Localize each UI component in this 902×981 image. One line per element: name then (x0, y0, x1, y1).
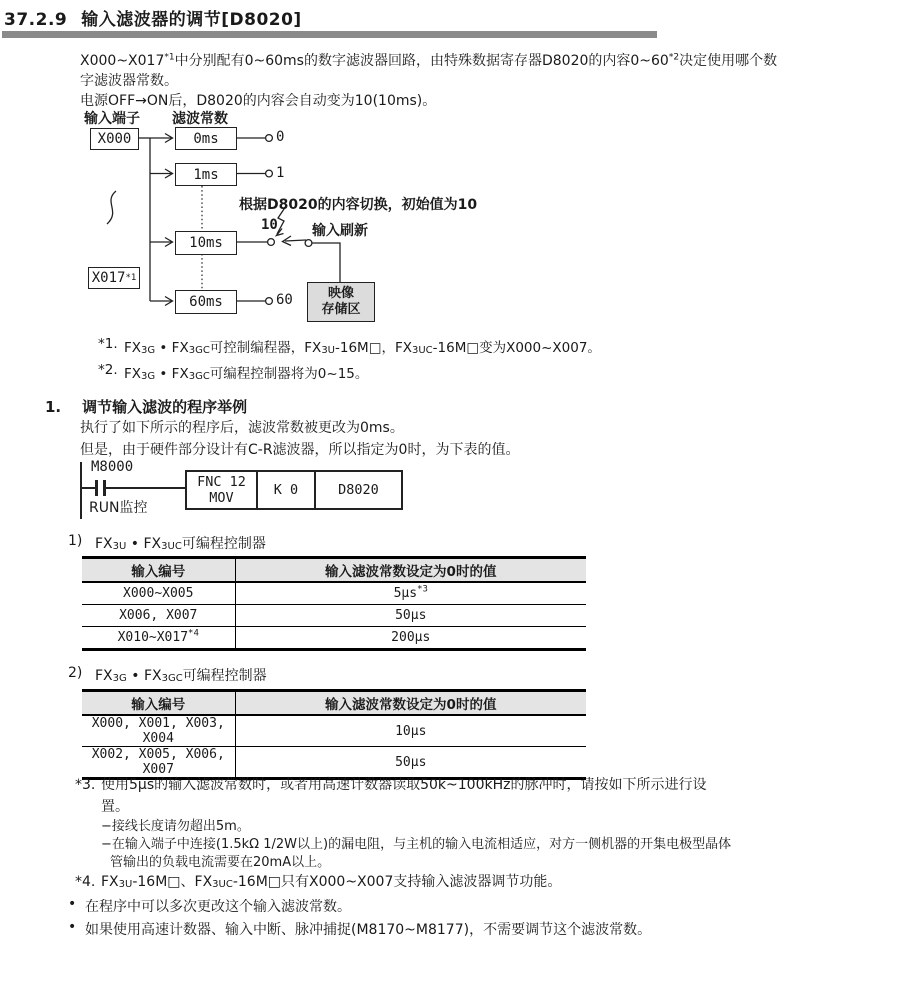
filter-box-10ms: 10ms (175, 231, 237, 255)
footnote-4-marker: *4. (75, 874, 96, 890)
page-title: 输入滤波器的调节[D8020] (81, 10, 302, 30)
bullet-marker: • (68, 919, 77, 935)
footnote-3-line4: −在输入端子中连接(1.5kΩ 1/2W以上)的漏电阻，与主机的输入电流相适应，对方一侧机器的开集电极型晶体 (101, 837, 732, 852)
bullet-text: 在程序中可以多次更改这个输入滤波常数。 (85, 899, 351, 915)
intro-line-1: X000~X017$^{*1}$中分别配有0~60ms的数字滤波器回路，由特殊数据寄存器D8020的内容0~60$^{*2}$决定使用哪个数 (80, 52, 778, 69)
input-filter-table-fx3g (82, 689, 586, 780)
intro-line-2: 字滤波器常数。 (80, 73, 178, 89)
footnote-3-line5: 管输出的负载电流需要在20mA以上。 (110, 855, 331, 870)
footnote-3-body (101, 774, 731, 872)
fnc-number: FNC 12 (197, 474, 246, 490)
footnote-4-text: $FX_{3U}-16M□$、$FX_{3UC}-16M□$只有X000~X007支持输入滤波器调节功能。 (101, 874, 562, 890)
col-header-input-number: 输入编号 (82, 691, 235, 716)
example-line-2: 但是，由于硬件部分设计有C-R滤波器，所以指定为0时，为下表的值。 (80, 442, 520, 458)
table-row (82, 582, 586, 605)
table1-caption-text: $FX_{3U}$ • $FX_{3UC}$可编程控制器 (95, 536, 266, 552)
title-underline-bar (2, 31, 657, 38)
footnote-2 (98, 362, 368, 382)
cell-input-range: X010~X017$^{*4}$ (82, 627, 235, 650)
output-value-1: 1 (276, 165, 285, 181)
input-refresh-label: 输入刷新 (312, 223, 368, 239)
section-number: 37.2.9 (4, 10, 68, 30)
footnote-2-marker: *2. (98, 362, 118, 378)
output-value-0: 0 (276, 129, 285, 145)
contact-label: M8000 (91, 459, 134, 475)
filter-constant-label: 滤波常数 (172, 111, 228, 127)
ladder-left-rail (80, 462, 82, 519)
table1-caption-marker: 1) (68, 533, 83, 549)
table-header-row (82, 558, 586, 583)
filter-box-0ms: 0ms (175, 127, 237, 150)
example-heading (45, 396, 247, 417)
filter-box-60ms: 60ms (175, 290, 237, 314)
footnote-1 (98, 336, 601, 356)
cell-filter-value: $5\mu s^{*3}$ (235, 582, 586, 605)
footnote-3 (75, 774, 731, 872)
col-header-input-number: 输入编号 (82, 558, 235, 583)
cell-input-range: X002, X005, X006, X007 (82, 747, 235, 779)
input-box-x017: X017 *1 (88, 267, 140, 289)
operand-d8020-cell: D8020 (338, 482, 379, 498)
cell-filter-value: 50μs (235, 605, 586, 627)
cell-input-range: X000~X005 (82, 582, 235, 605)
bullet-item (68, 919, 651, 939)
section-heading (4, 5, 302, 30)
image-memory-box (307, 282, 375, 322)
table-row (82, 605, 586, 627)
bullet-text: 如果使用高速计数器、输入中断、脉冲捕捉(M8170~M8177)，不需要调节这个滤波常数。 (85, 922, 652, 938)
contact-sublabel: RUN监控 (89, 500, 148, 516)
cell-input-range: X006, X007 (82, 605, 235, 627)
example-line-1: 执行了如下所示的程序后，滤波常数被更改为0ms。 (80, 420, 404, 436)
table-header-row (82, 691, 586, 716)
footnote-2-text: $FX_{3G}$ • $FX_{3GC}$可编程控制器将为0~15。 (124, 366, 369, 382)
footnote-3-line2: 置。 (101, 799, 129, 815)
footnote-4 (75, 871, 561, 893)
switch-note: 根据D8020的内容切换，初始值为10 (239, 197, 478, 213)
col-header-filter-value: 输入滤波常数设定为0时的值 (235, 558, 586, 583)
table2-caption-text: $FX_{3G}$ • $FX_{3GC}$可编程控制器 (95, 668, 267, 684)
footnote-3-line1: 使用5μs的输入滤波常数时，或者用高速计数器读取50k~100kHz的脉冲时，请按如下所示进行设 (101, 777, 707, 793)
input-terminal-label: 输入端子 (84, 111, 140, 127)
output-value-60: 60 (276, 292, 293, 308)
switch-value: 10 (261, 217, 278, 233)
table2-caption (68, 665, 267, 685)
table2-caption-marker: 2) (68, 665, 83, 681)
intro-line-3: 电源OFF→ON后，D8020的内容会自动变为10(10ms)。 (80, 93, 437, 109)
ladder-wire-segment (81, 487, 96, 489)
footnote-1-marker: *1. (98, 336, 118, 352)
ladder-wire-segment (106, 487, 186, 489)
input-filter-table-fx3u (82, 556, 586, 651)
bullet-marker: • (68, 896, 77, 912)
cell-filter-value: 200μs (391, 630, 431, 645)
input-box-x000: X000 (90, 128, 139, 150)
footnote-3-line3: −接线长度请勿超出5m。 (101, 819, 250, 834)
fnc-mnemonic: MOV (209, 490, 234, 506)
bullet-item (68, 896, 351, 916)
image-memory-line1: 映像 (327, 286, 354, 301)
image-memory-line2: 存储区 (321, 302, 361, 317)
footnote-3-marker: *3. (75, 777, 96, 793)
ladder-diagram (78, 459, 418, 523)
continuation-squiggle (107, 191, 116, 224)
operand-k0-cell: K 0 (256, 472, 316, 508)
table-row (82, 627, 586, 650)
filter-box-1ms: 1ms (175, 163, 237, 186)
col-header-filter-value: 输入滤波常数设定为0时的值 (235, 691, 586, 716)
table-row (82, 715, 586, 747)
table1-caption (68, 533, 266, 553)
example-heading-text: 调节输入滤波的程序举例 (82, 398, 248, 416)
instruction-fnc-cell (187, 472, 256, 508)
contact-bar-left (95, 480, 98, 496)
example-number: 1. (45, 398, 62, 416)
cell-filter-value: 50μs (395, 754, 427, 770)
input-filter-diagram (60, 110, 550, 330)
cell-filter-value: 10μs (235, 715, 586, 747)
cell-input-range: X000, X001, X003, X004 (82, 715, 235, 747)
footnote-1-text: $FX_{3G}$ • $FX_{3GC}$可控制编程器，$FX_{3U}-16M□$，$FX_{3UC}-16M□$变为X000~X007。 (124, 340, 601, 356)
instruction-block (185, 470, 403, 510)
